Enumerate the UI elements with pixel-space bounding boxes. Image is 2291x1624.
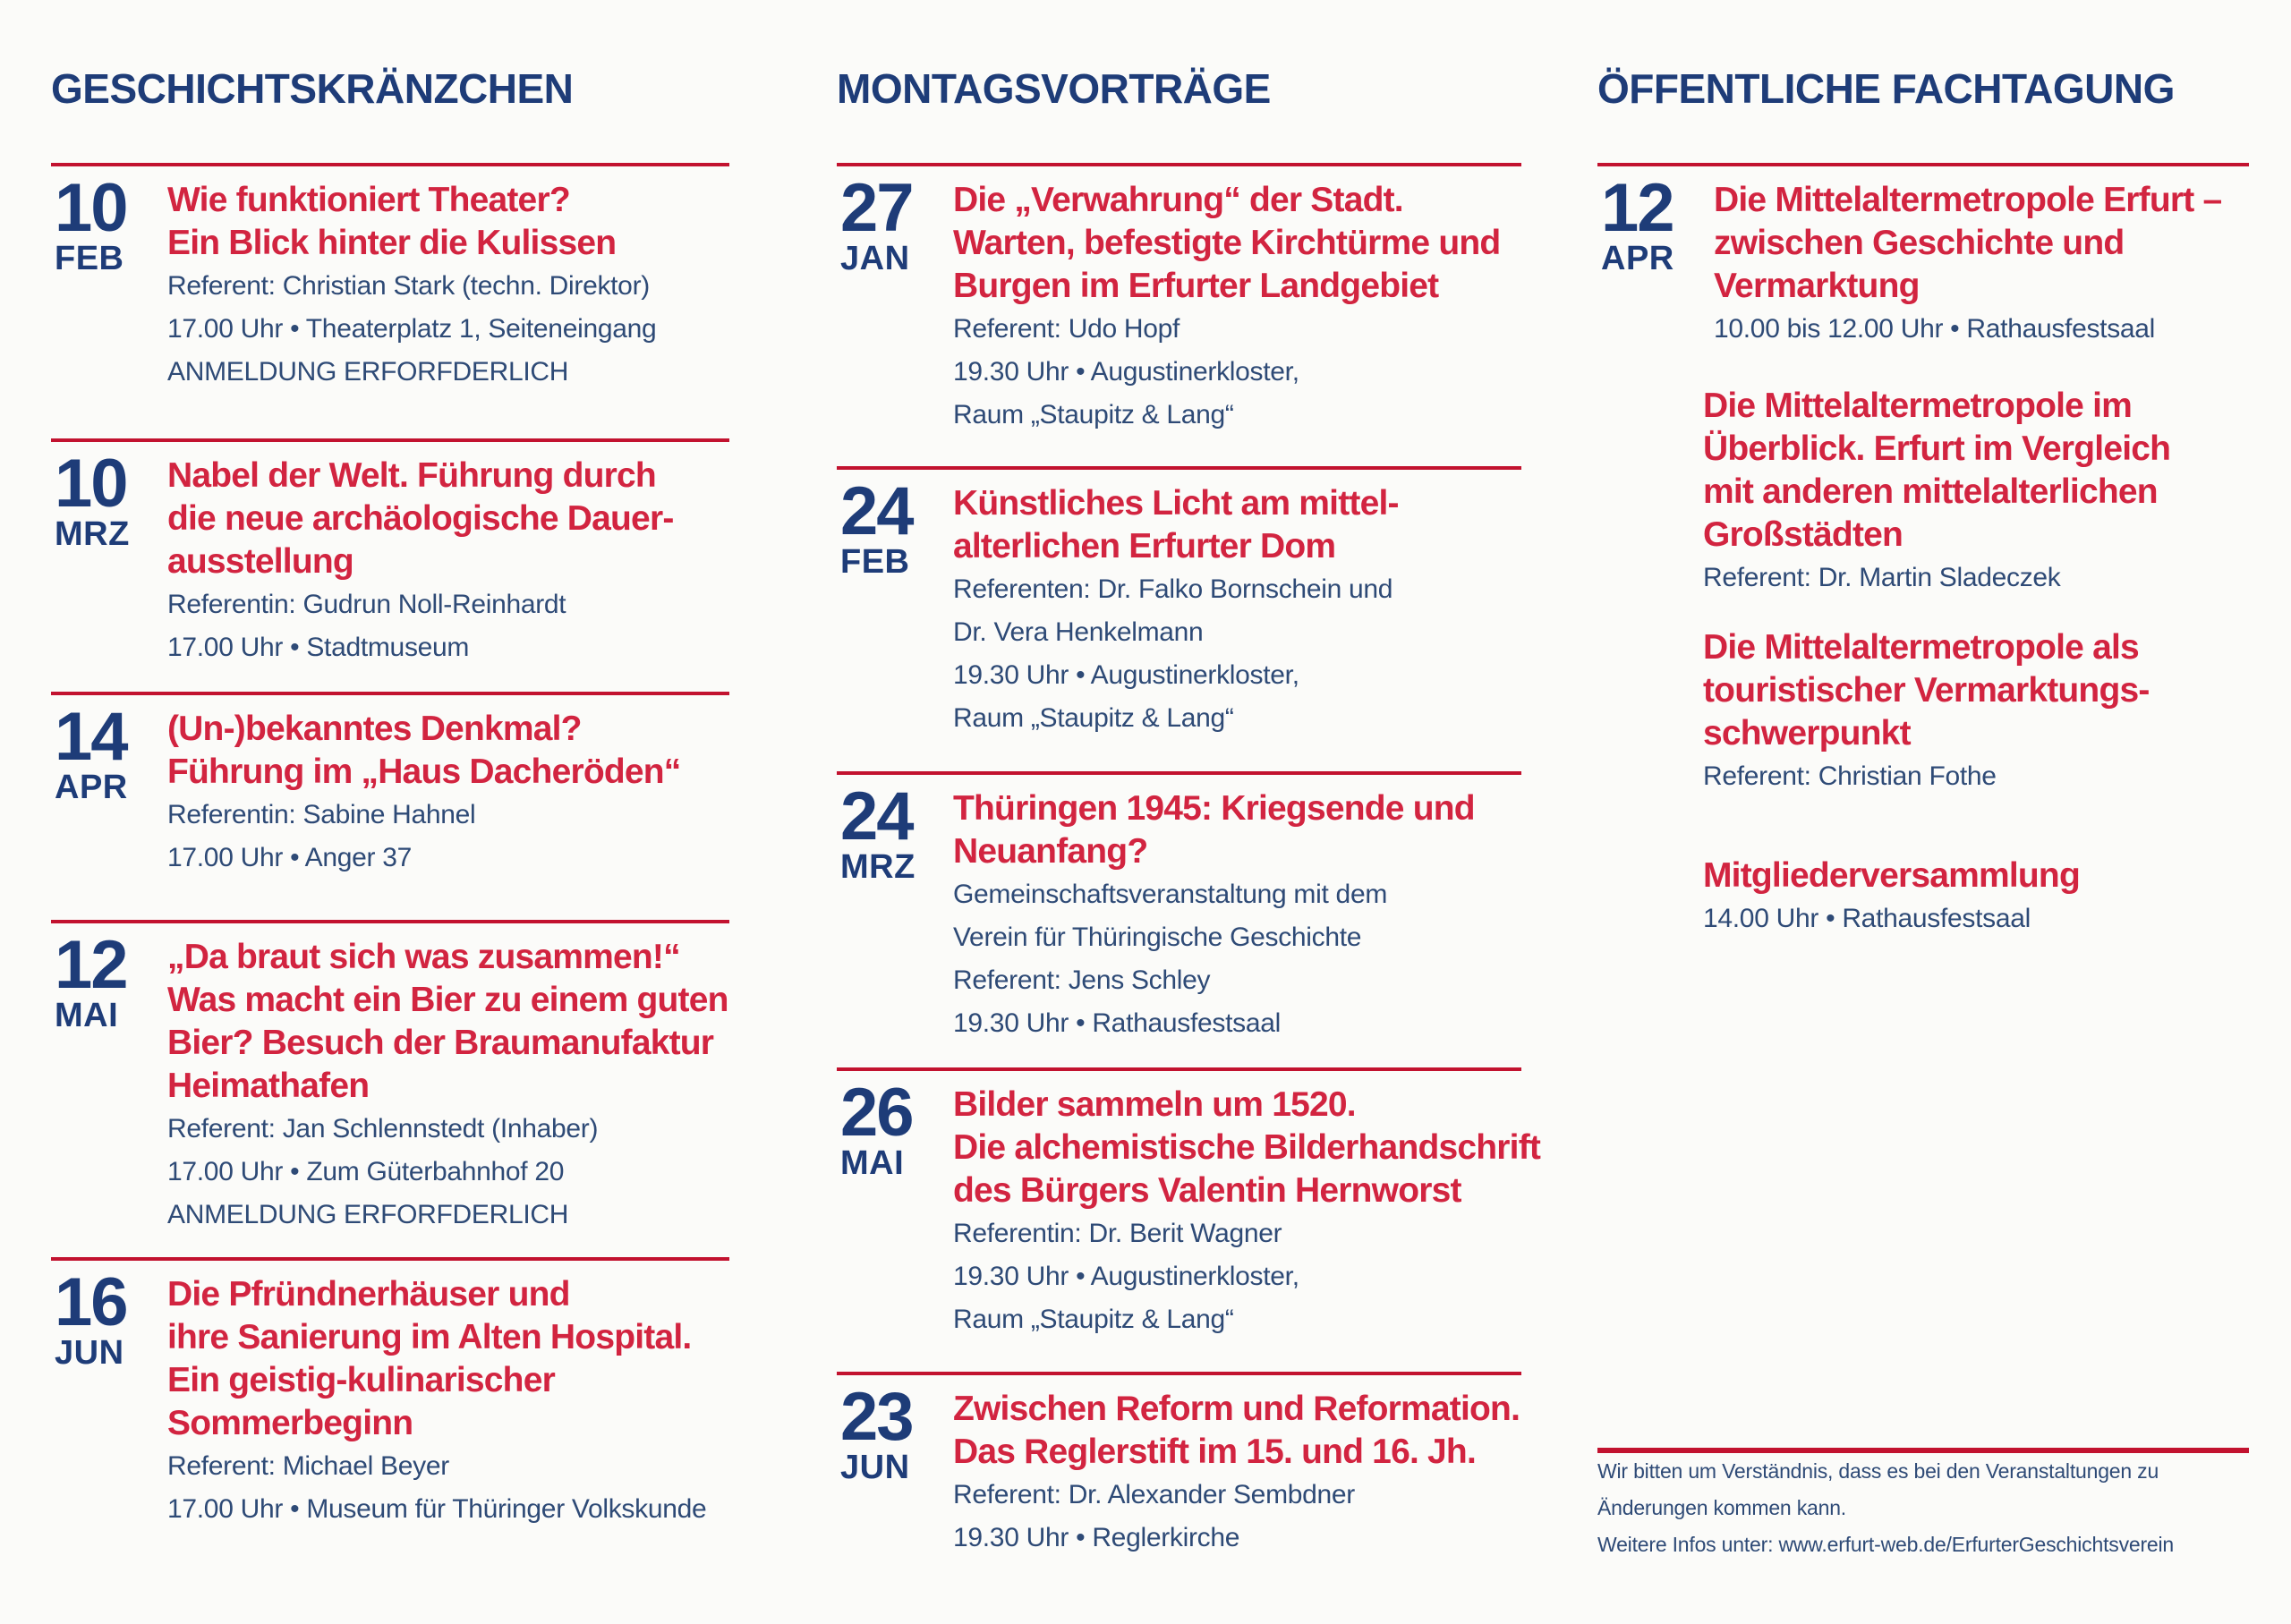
event-day: 10 bbox=[55, 446, 127, 522]
event-title-line: ausstellung bbox=[167, 542, 353, 581]
event-date bbox=[51, 170, 167, 394]
event-date bbox=[837, 778, 953, 1045]
event-text bbox=[953, 1084, 1541, 1341]
event-day: 10 bbox=[55, 170, 127, 246]
event-day: 26 bbox=[840, 1075, 913, 1151]
event-entry bbox=[51, 163, 729, 394]
session-detail-line: 14.00 Uhr • Rathausfestsaal bbox=[1703, 904, 2031, 933]
event-title-line: ihre Sanierung im Alten Hospital. bbox=[167, 1318, 692, 1356]
event-title-line: alterlichen Erfurter Dom bbox=[953, 527, 1336, 565]
event-month: APR bbox=[1601, 240, 1674, 277]
footer-note-line: Weitere Infos unter: www.erfurt-web.de/ErfurterGeschichtsverein bbox=[1597, 1533, 2175, 1556]
event-title-line: Vermarktung bbox=[1714, 267, 1920, 305]
event-text bbox=[167, 708, 729, 880]
column-geschichtskraenzchen bbox=[51, 0, 729, 1624]
event-title-line: Die alchemistische Bilderhandschrift bbox=[953, 1128, 1541, 1167]
event-detail-line: 19.30 Uhr • Augustinerkloster, bbox=[953, 357, 1299, 387]
event-detail-line: 17.00 Uhr • Stadtmuseum bbox=[167, 633, 470, 662]
event-detail-line: ANMELDUNG ERFORFDERLICH bbox=[167, 1200, 569, 1229]
event-detail-line: Referent: Jens Schley bbox=[953, 965, 1211, 995]
column-title: GESCHICHTSKRÄNZCHEN bbox=[51, 64, 574, 112]
event-title-line: (Un-)bekanntes Denkmal? bbox=[167, 710, 582, 748]
event-month: MRZ bbox=[840, 848, 916, 886]
event-month: MRZ bbox=[55, 515, 130, 553]
event-month: APR bbox=[55, 769, 128, 806]
event-entry bbox=[51, 692, 729, 880]
session-block bbox=[1703, 626, 2249, 798]
footer-note-line: Änderungen kommen kann. bbox=[1597, 1496, 1846, 1519]
event-date bbox=[837, 170, 953, 437]
event-title-line: Die Pfründnerhäuser und bbox=[167, 1275, 570, 1314]
session-title-line: Großstädten bbox=[1703, 515, 1903, 554]
event-title-line: Neuanfang? bbox=[953, 832, 1148, 871]
event-entry bbox=[1597, 163, 2249, 351]
event-date bbox=[1597, 170, 1714, 351]
event-date bbox=[51, 927, 167, 1237]
event-text bbox=[167, 1273, 729, 1531]
event-entry bbox=[51, 438, 729, 669]
event-detail-line: 10.00 bis 12.00 Uhr • Rathausfestsaal bbox=[1714, 314, 2156, 344]
event-detail-line: ANMELDUNG ERFORFDERLICH bbox=[167, 357, 569, 387]
event-title-line: Wie funktioniert Theater? bbox=[167, 181, 570, 219]
session-title-line: Überblick. Erfurt im Vergleich bbox=[1703, 429, 2171, 468]
event-title-line: Zwischen Reform und Reformation. bbox=[953, 1390, 1520, 1428]
event-text bbox=[953, 482, 1521, 740]
event-detail-line: Verein für Thüringische Geschichte bbox=[953, 923, 1362, 952]
event-day: 12 bbox=[55, 927, 127, 1003]
event-entry bbox=[51, 920, 729, 1237]
event-text bbox=[953, 1388, 1521, 1560]
session-block bbox=[1703, 855, 2249, 940]
column-title: MONTAGSVORTRÄGE bbox=[837, 64, 1271, 112]
event-detail-line: 17.00 Uhr • Zum Güterbahnhof 20 bbox=[167, 1157, 565, 1186]
event-title-line: Nabel der Welt. Führung durch bbox=[167, 456, 656, 495]
event-detail-line: Raum „Staupitz & Lang“ bbox=[953, 1305, 1234, 1334]
event-month: FEB bbox=[840, 543, 910, 581]
event-day: 24 bbox=[840, 473, 913, 549]
event-detail-line: 17.00 Uhr • Museum für Thüringer Volkskunde bbox=[167, 1494, 707, 1524]
event-entry bbox=[837, 163, 1521, 437]
event-text bbox=[953, 179, 1521, 437]
column-oeffentliche-fachtagung bbox=[1597, 0, 2249, 1624]
event-detail-line: Referentin: Sabine Hahnel bbox=[167, 800, 476, 829]
event-entry bbox=[51, 1257, 729, 1531]
column-montagsvortraege bbox=[837, 0, 1541, 1624]
session-title-line: touristischer Vermarktungs- bbox=[1703, 671, 2150, 710]
event-title-line: Was macht ein Bier zu einem guten bbox=[167, 981, 728, 1019]
event-title-line: Führung im „Haus Dacheröden“ bbox=[167, 752, 681, 791]
event-day: 14 bbox=[55, 699, 127, 775]
event-title-line: Bier? Besuch der Braumanufaktur bbox=[167, 1024, 714, 1062]
session-title-line: Mitgliederversammlung bbox=[1703, 856, 2080, 895]
event-detail-line: 19.30 Uhr • Augustinerkloster, bbox=[953, 1262, 1299, 1291]
session-detail-line: Referent: Christian Fothe bbox=[1703, 761, 1997, 791]
event-text bbox=[167, 455, 729, 669]
event-entry bbox=[837, 1372, 1521, 1560]
event-title-line: Warten, befestigte Kirchtürme und bbox=[953, 224, 1501, 262]
footer-note-line: Wir bitten um Verständnis, dass es bei den Veranstaltungen zu bbox=[1597, 1459, 2159, 1483]
event-title-line: „Da braut sich was zusammen!“ bbox=[167, 938, 680, 976]
session-title-line: Die Mittelaltermetropole im bbox=[1703, 387, 2133, 425]
event-detail-line: Referent: Udo Hopf bbox=[953, 314, 1180, 344]
event-entry bbox=[837, 1067, 1541, 1341]
session-block bbox=[1703, 385, 2249, 599]
event-detail-line: Referentin: Dr. Berit Wagner bbox=[953, 1219, 1282, 1248]
session-title-line: Die Mittelaltermetropole als bbox=[1703, 628, 2139, 667]
event-title-line: Das Reglerstift im 15. und 16. Jh. bbox=[953, 1433, 1476, 1471]
session-detail-line: Referent: Dr. Martin Sladeczek bbox=[1703, 563, 2061, 592]
event-title-line: Ein geistig-kulinarischer bbox=[167, 1361, 555, 1399]
event-detail-line: Gemeinschaftsveranstaltung mit dem bbox=[953, 880, 1388, 909]
event-detail-line: Referent: Michael Beyer bbox=[167, 1451, 449, 1481]
event-day: 27 bbox=[840, 170, 913, 246]
event-detail-line: 19.30 Uhr • Augustinerkloster, bbox=[953, 660, 1299, 690]
event-title-line: Die Mittelaltermetropole Erfurt – bbox=[1714, 181, 2222, 219]
event-detail-line: Referent: Jan Schlennstedt (Inhaber) bbox=[167, 1114, 599, 1144]
session-title-line: mit anderen mittelalterlichen bbox=[1703, 472, 2158, 511]
event-entry bbox=[837, 466, 1521, 740]
event-day: 23 bbox=[840, 1379, 913, 1455]
event-month: MAI bbox=[840, 1144, 905, 1182]
event-detail-line: 17.00 Uhr • Theaterplatz 1, Seiteneingang bbox=[167, 314, 657, 344]
session-title-line: schwerpunkt bbox=[1703, 714, 1911, 752]
event-detail-line: 17.00 Uhr • Anger 37 bbox=[167, 843, 413, 872]
event-entry bbox=[837, 771, 1521, 1045]
event-date bbox=[837, 1075, 953, 1341]
event-title-line: des Bürgers Valentin Hernworst bbox=[953, 1171, 1461, 1210]
footer-note bbox=[1597, 1448, 2249, 1563]
event-month: MAI bbox=[55, 997, 119, 1034]
event-detail-line: Raum „Staupitz & Lang“ bbox=[953, 703, 1234, 733]
event-detail-line: Referent: Dr. Alexander Sembdner bbox=[953, 1480, 1355, 1509]
event-title-line: zwischen Geschichte und bbox=[1714, 224, 2125, 262]
event-title-line: die neue archäologische Dauer- bbox=[167, 499, 674, 538]
event-title-line: Heimathafen bbox=[167, 1067, 370, 1105]
event-detail-line: Referentin: Gudrun Noll-Reinhardt bbox=[167, 590, 566, 619]
event-detail-line: 19.30 Uhr • Rathausfestsaal bbox=[953, 1008, 1281, 1038]
event-text bbox=[167, 936, 729, 1237]
event-detail-line: Referent: Christian Stark (techn. Direktor) bbox=[167, 271, 650, 301]
event-detail-line: Referenten: Dr. Falko Bornschein und bbox=[953, 574, 1393, 604]
event-day: 12 bbox=[1601, 170, 1674, 246]
event-date bbox=[51, 446, 167, 669]
event-date bbox=[837, 1379, 953, 1560]
event-title-line: Thüringen 1945: Kriegsende und bbox=[953, 789, 1475, 828]
event-title-line: Ein Blick hinter die Kulissen bbox=[167, 224, 617, 262]
event-day: 24 bbox=[840, 778, 913, 855]
event-month: FEB bbox=[55, 240, 124, 277]
event-text bbox=[1714, 179, 2249, 351]
event-text bbox=[167, 179, 729, 394]
event-title-line: Burgen im Erfurter Landgebiet bbox=[953, 267, 1439, 305]
event-date bbox=[837, 473, 953, 740]
event-month: JUN bbox=[55, 1334, 124, 1372]
event-title-line: Sommerbeginn bbox=[167, 1404, 413, 1442]
column-title: ÖFFENTLICHE FACHTAGUNG bbox=[1597, 64, 2175, 112]
event-detail-line: 19.30 Uhr • Reglerkirche bbox=[953, 1523, 1240, 1552]
event-title-line: Künstliches Licht am mittel- bbox=[953, 484, 1399, 523]
event-month: JAN bbox=[840, 240, 910, 277]
event-title-line: Die „Verwahrung“ der Stadt. bbox=[953, 181, 1403, 219]
event-text bbox=[953, 787, 1521, 1045]
event-day: 16 bbox=[55, 1264, 127, 1340]
event-date bbox=[51, 1264, 167, 1531]
event-title-line: Bilder sammeln um 1520. bbox=[953, 1085, 1356, 1124]
event-month: JUN bbox=[840, 1449, 910, 1486]
event-date bbox=[51, 699, 167, 880]
event-detail-line: Dr. Vera Henkelmann bbox=[953, 617, 1204, 647]
event-detail-line: Raum „Staupitz & Lang“ bbox=[953, 400, 1234, 429]
